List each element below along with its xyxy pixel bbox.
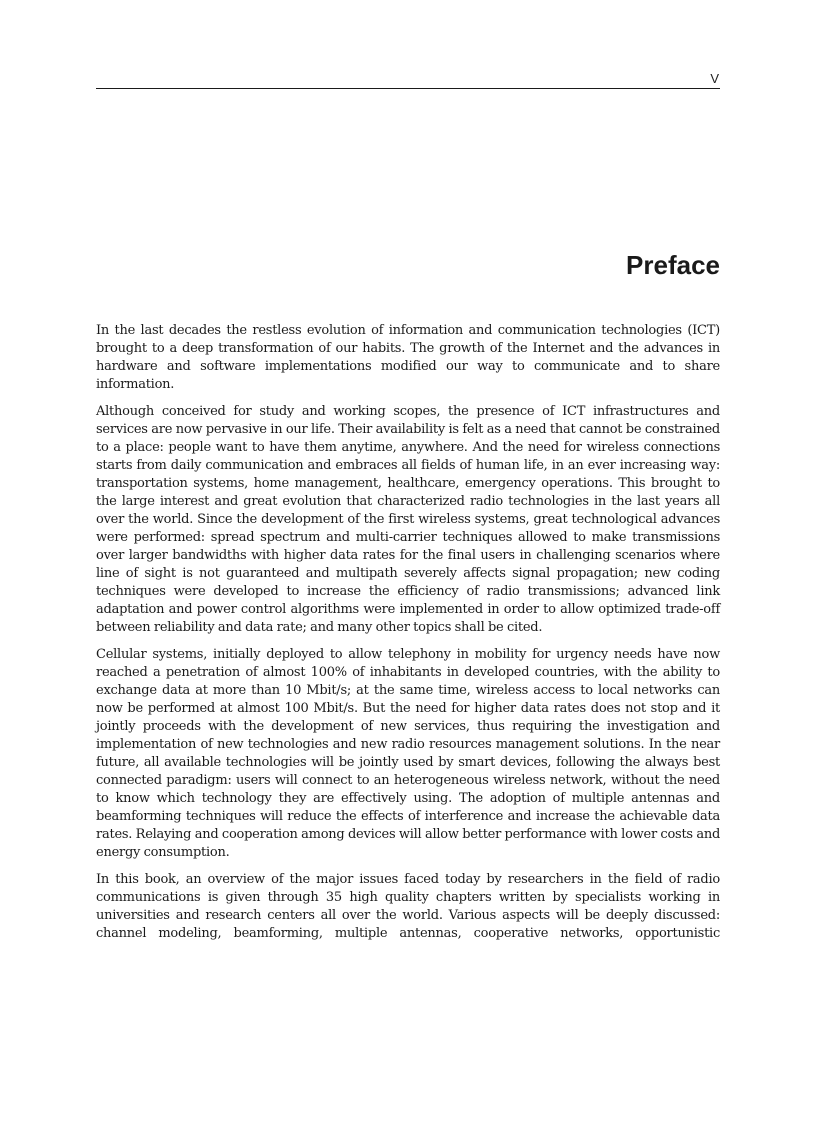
body-text [96, 322, 720, 952]
header-rule [96, 88, 720, 89]
paragraph: In the last decades the restless evolution of information and communication technologies (ICT) brought to a deep transformation of our habits. The growth of the Internet and the advances in hardware and software implementations modified our way to communicate and to share information. [96, 323, 720, 392]
paragraph: Although conceived for study and working scopes, the presence of ICT infrastructures and services are now pervasive in our life. Their availability is felt as a need that cannot be constrained to a place: people want to have them anytime, anywhere. And the need for wireless connections starts from daily communication and embraces all fields of human life, in an ever increasing way: transportation systems, home management, healthcare, emergency operations. This brought to the large interest and great evolution that characterized radio technologies in the last years all over the world. Since the development of the first wireless systems, great technological advances were performed: spread spectrum and multi-carrier techniques allowed to make transmissions over larger bandwidths with higher data rates for the final users in challenging scenarios where line of sight is not guaranteed and multipath severely affects signal propagation; new coding techniques were developed to increase the efficiency of radio transmissions; advanced link adaptation and power control algorithms were implemented in order to allow optimized trade-off between reliability and data rate; and many other topics shall be cited. [96, 404, 720, 635]
page-title: Preface [626, 250, 720, 280]
paragraph: In this book, an overview of the major issues faced today by researchers in the field of radio communications is given through 35 high quality chapters written by specialists working in universities and research centers all over the world. Various aspects will be deeply discussed: channel modeling, beamforming, multiple antennas, cooperative networks, opportunistic [96, 872, 720, 941]
paragraph: Cellular systems, initially deployed to allow telephony in mobility for urgency needs have now reached a penetration of almost 100% of inhabitants in developed countries, with the ability to exchange data at more than 10 Mbit/s; at the same time, wireless access to local networks can now be performed at almost 100 Mbit/s. But the need for higher data rates does not stop and it jointly proceeds with the development of new services, thus requiring the investigation and implementation of new technologies and new radio resources management solutions. In the near future, all available technologies will be jointly used by smart devices, following the always best connected paradigm: users will connect to an heterogeneous wireless network, without the need to know which technology they are effectively using. The adoption of multiple antennas and beamforming techniques will reduce the effects of interference and increase the achievable data rates. Relaying and cooperation among devices will allow better performance with lower costs and energy consumption. [96, 647, 721, 860]
page-number: V [710, 71, 719, 86]
